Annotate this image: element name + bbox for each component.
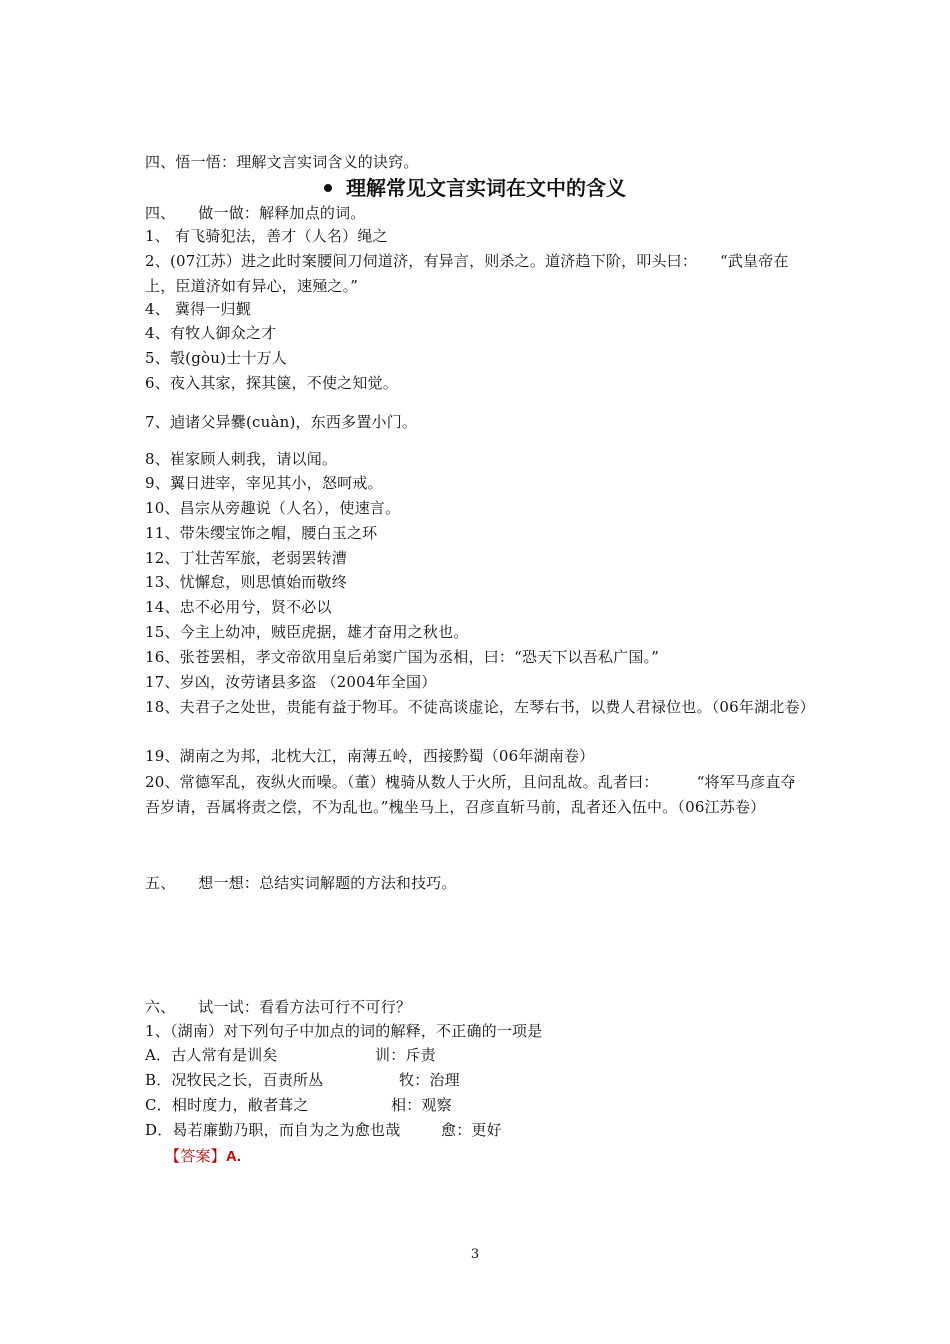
option-c bbox=[145, 1093, 810, 1118]
heading-six: 六、 试一试：看看方法可行不可行？ bbox=[145, 998, 412, 1016]
section-title-row bbox=[0, 174, 950, 202]
list-item: 4、有牧人御众之才 bbox=[145, 324, 277, 342]
heading-five: 五、 想一想：总结实词解题的方法和技巧。 bbox=[145, 874, 457, 892]
question: 1、（湖南）对下列句子中加点的词的解释，不正确的一项是 bbox=[145, 1022, 543, 1040]
option-gloss: 牧：治理 bbox=[399, 1071, 460, 1089]
list-item: 12、丁壮苦军旅，老弱罢转漕 bbox=[145, 549, 347, 567]
list-item: 20、常德军乱，夜纵火而噪。（董）槐骑从数人于火所，且问乱故。乱者曰： “将军马彦直夺吾岁请，吾属将责之偿，不为乱也。”槐坐马上，召彦直斩马前，乱者还入伍中。（06江苏卷） bbox=[145, 773, 796, 816]
option-gloss: 愈：更好 bbox=[441, 1121, 502, 1139]
answer-label: 【答案】 bbox=[165, 1147, 226, 1165]
section-title: 理解常见文言实词在文中的含义 bbox=[346, 176, 626, 200]
option-gloss: 相：观察 bbox=[391, 1096, 452, 1114]
option-text: A．古人常有是训矣 bbox=[145, 1046, 278, 1064]
page-number: 3 bbox=[470, 1247, 480, 1262]
option-text: C．相时度力，敝者葺之 bbox=[145, 1096, 309, 1114]
list-item: 18、夫君子之处世，贵能有益于物耳。不徒高谈虚论，左琴右书，以费人君禄位也。（06年湖北卷） bbox=[145, 698, 815, 716]
list-item: 5、彀(gòu)士十万人 bbox=[145, 349, 287, 367]
list-item: 7、逌诸父异爨(cuàn)，东西多置小门。 bbox=[145, 413, 418, 431]
heading-four-b: 四、 做一做：解释加点的词。 bbox=[145, 204, 366, 222]
option-a bbox=[145, 1043, 810, 1068]
list-item: 2、(07江苏）进之此时案腰间刀伺道济，有异言，则杀之。道济趋下阶，叩头曰： “武皇帝在上，臣道济如有异心，速殛之。” bbox=[145, 252, 789, 295]
list-item: 6、夜入其家，探其箧，不使之知觉。 bbox=[145, 374, 398, 392]
list-item: 9、翼日进宰，宰见其小，怒呵戒。 bbox=[145, 474, 383, 492]
list-item: 15、今主上幼冲，贼臣虎据，雄才奋用之秋也。 bbox=[145, 623, 469, 641]
list-item: 19、湖南之为邦，北枕大江，南薄五岭，西接黔蜀（06年湖南卷） bbox=[145, 747, 595, 765]
list-item: 11、带朱缨宝饰之帽，腰白玉之环 bbox=[145, 524, 378, 542]
list-item: 14、忠不必用兮，贤不必以 bbox=[145, 598, 332, 616]
answer-value: A. bbox=[225, 1148, 242, 1165]
option-text: D．曷若廉勤乃职，而自为之为愈也哉 bbox=[145, 1121, 401, 1139]
option-gloss: 训：斥责 bbox=[375, 1046, 436, 1064]
list-item: 13、忧懈怠，则思慎始而敬终 bbox=[145, 573, 347, 591]
option-b bbox=[145, 1068, 810, 1093]
list-item: 10、昌宗从旁趣说（人名），使速言。 bbox=[145, 499, 401, 517]
list-item: 8、崔家顾人刺我，请以闻。 bbox=[145, 450, 338, 468]
list-item: 1、 有飞骑犯法，善才（人名）绳之 bbox=[145, 227, 388, 245]
list-item: 17、岁凶，汝劳诸县多盗 （2004年全国） bbox=[145, 673, 437, 691]
answer bbox=[165, 1144, 830, 1169]
heading-four-a: 四、悟一悟：理解文言实词含义的诀窍。 bbox=[145, 153, 419, 171]
bullet-icon bbox=[324, 184, 332, 192]
list-item: 4、 冀得一归觐 bbox=[145, 300, 251, 318]
list-item: 16、张苍罢相，孝文帝欲用皇后弟窦广国为丞相，曰：“恐天下以吾私广国。” bbox=[145, 648, 660, 666]
option-text: B．况牧民之长，百责所丛 bbox=[145, 1071, 324, 1089]
option-d bbox=[145, 1118, 810, 1143]
